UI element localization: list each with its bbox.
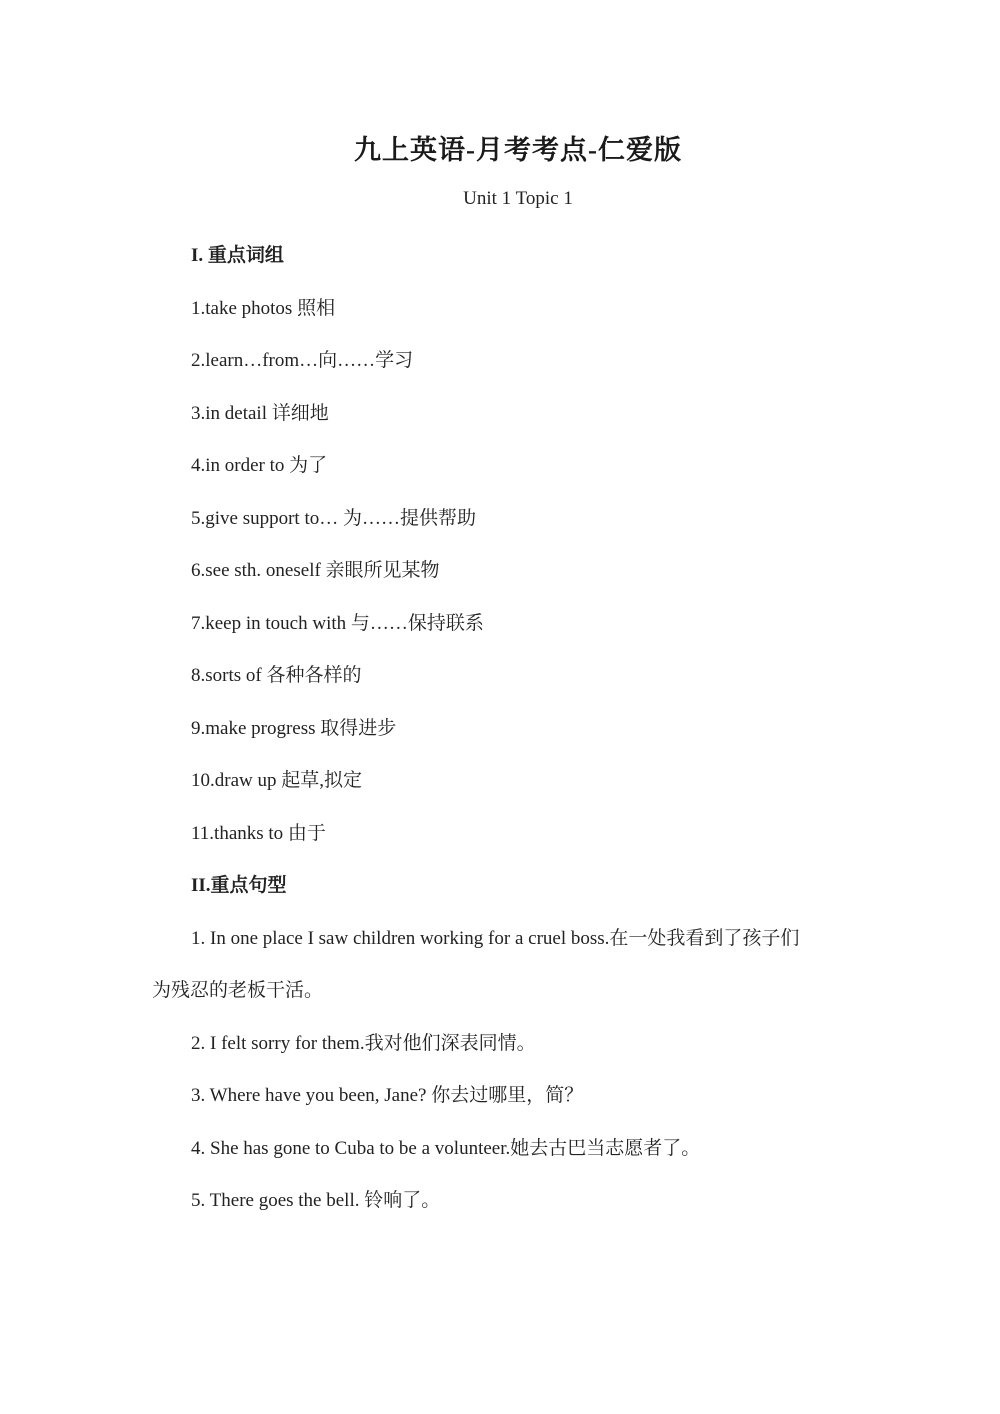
- phrase-item: 1.take photos 照相: [191, 298, 336, 319]
- phrase-item: 2.learn…from…向……学习: [191, 350, 414, 371]
- phrase-item: 10.draw up 起草,拟定: [191, 770, 362, 791]
- phrase-item: 3.in detail 详细地: [191, 403, 329, 424]
- sentence-item: 3. Where have you been, Jane? 你去过哪里，简？: [191, 1085, 584, 1106]
- sentence-item: 2. I felt sorry for them.我对他们深表同情。: [191, 1033, 536, 1054]
- phrase-item: 9.make progress 取得进步: [191, 718, 397, 739]
- phrase-item: 5.give support to… 为……提供帮助: [191, 508, 476, 529]
- sentence-item: 1. In one place I saw children working for a cruel boss.在一处我看到了孩子们: [191, 928, 800, 949]
- sentence-item: 4. She has gone to Cuba to be a volunteer.她去古巴当志愿者了。: [191, 1138, 701, 1159]
- document-subtitle: Unit 1 Topic 1: [463, 188, 573, 209]
- phrase-item: 11.thanks to 由于: [191, 823, 326, 844]
- phrase-item: 6.see sth. oneself 亲眼所见某物: [191, 560, 440, 581]
- document-title: 九上英语-月考考点-仁爱版: [354, 135, 682, 165]
- section1-heading: I. 重点词组: [191, 245, 284, 266]
- sentence-item: 5. There goes the bell. 铃响了。: [191, 1190, 441, 1211]
- phrase-item: 8.sorts of 各种各样的: [191, 665, 362, 686]
- section2-heading: II.重点句型: [191, 875, 287, 896]
- phrase-item: 7.keep in touch with 与……保持联系: [191, 613, 484, 634]
- sentence-item-continuation: 为残忍的老板干活。: [152, 980, 324, 1001]
- phrase-item: 4.in order to 为了: [191, 455, 328, 476]
